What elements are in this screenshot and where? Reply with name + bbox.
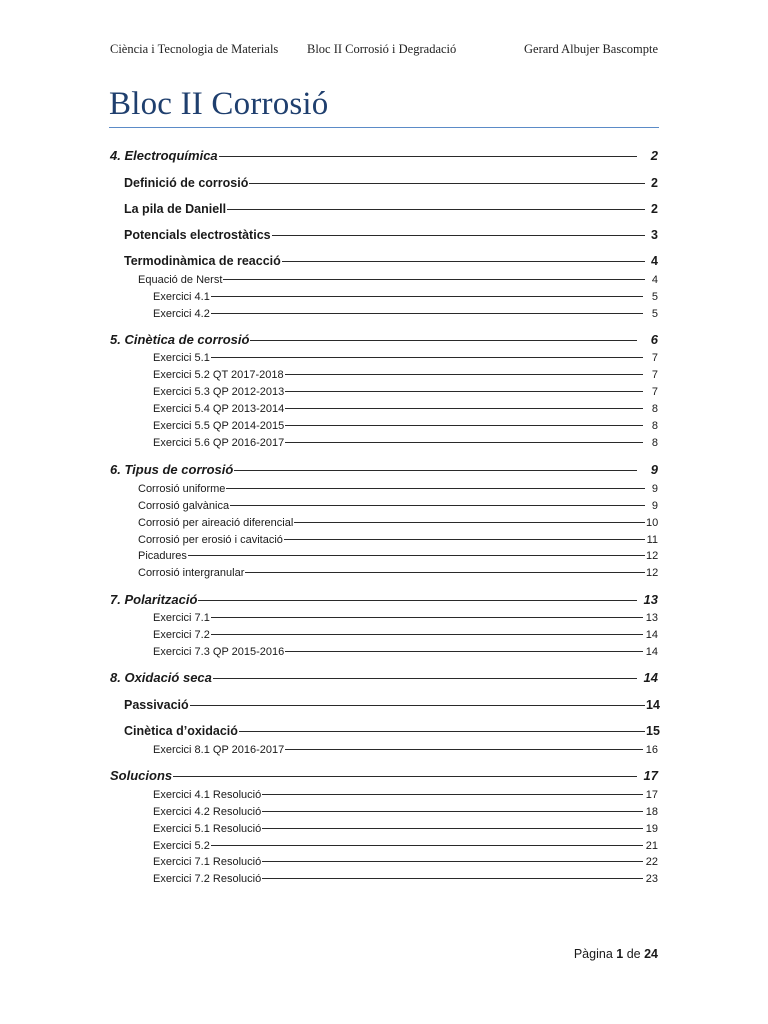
toc-entry-page-number: 22 xyxy=(645,856,658,868)
toc-entry-page-number: 2 xyxy=(650,148,658,163)
toc-entry-label: Exercici 4.1 Resolució xyxy=(153,789,262,801)
toc-entry-page-number: 17 xyxy=(645,789,658,801)
toc-leader-line xyxy=(198,600,637,601)
toc-entry[interactable] xyxy=(110,461,658,479)
toc-leader-line xyxy=(285,425,643,426)
toc-entry-label: Solucions xyxy=(110,768,173,783)
toc-entry[interactable] xyxy=(124,226,658,244)
toc-entry[interactable] xyxy=(153,349,658,367)
toc-entry[interactable] xyxy=(153,741,658,759)
header-author: Gerard Albujer Bascompte xyxy=(524,42,658,56)
toc-entry[interactable] xyxy=(138,564,658,582)
toc-entry-page-number: 18 xyxy=(645,806,658,818)
toc-entry-page-number: 2 xyxy=(651,202,658,216)
toc-entry-label: Exercici 5.6 QP 2016-2017 xyxy=(153,437,285,449)
toc-entry-label: La pila de Daniell xyxy=(124,202,227,216)
toc-entry-label: 4. Electroquímica xyxy=(110,148,218,163)
toc-entry-label: Exercici 4.2 xyxy=(153,308,210,320)
toc-entry-page-number: 21 xyxy=(645,840,658,852)
toc-entry[interactable] xyxy=(110,147,658,165)
toc-entry-label: 5. Cinètica de corrosió xyxy=(110,332,250,347)
toc-entry-page-number: 7 xyxy=(651,352,658,364)
toc-leader-line xyxy=(234,470,637,471)
toc-entry-page-number: 23 xyxy=(645,873,658,885)
toc-leader-line xyxy=(262,861,643,862)
toc-leader-line xyxy=(262,878,643,879)
toc-entry-page-number: 14 xyxy=(645,646,658,658)
toc-leader-line xyxy=(230,505,645,506)
toc-entry-page-number: 3 xyxy=(651,228,658,242)
toc-entry-page-number: 9 xyxy=(651,500,658,512)
toc-entry-label: Exercici 5.1 Resolució xyxy=(153,823,262,835)
toc-entry[interactable] xyxy=(153,400,658,418)
toc-entry-label: Exercici 4.1 xyxy=(153,291,210,303)
toc-entry-label: Definició de corrosió xyxy=(124,176,249,190)
toc-entry-label: Corrosió intergranular xyxy=(138,567,245,579)
toc-entry-label: Exercici 5.4 QP 2013-2014 xyxy=(153,403,285,415)
toc-entry-label: Exercici 7.1 xyxy=(153,612,210,624)
toc-entry[interactable] xyxy=(110,591,658,609)
toc-leader-line xyxy=(285,391,643,392)
toc-leader-line xyxy=(285,651,643,652)
toc-entry[interactable] xyxy=(153,786,658,804)
toc-entry[interactable] xyxy=(153,626,658,644)
toc-entry-label: Cinètica d’oxidació xyxy=(124,724,238,738)
toc-entry-page-number: 10 xyxy=(646,517,659,529)
toc-entry-page-number: 4 xyxy=(651,254,658,268)
footer-page-number: 1 xyxy=(616,947,624,961)
toc-entry-label: Corrosió uniforme xyxy=(138,483,226,495)
toc-entry[interactable] xyxy=(138,271,658,289)
toc-leader-line xyxy=(211,617,643,618)
toc-leader-line xyxy=(282,261,645,262)
toc-entry-label: Exercici 5.1 xyxy=(153,352,210,364)
toc-leader-line xyxy=(262,811,643,812)
page-footer xyxy=(574,947,658,961)
toc-entry-page-number: 9 xyxy=(651,483,658,495)
toc-entry-page-number: 14 xyxy=(645,629,658,641)
toc-entry-label: Exercici 7.2 Resolució xyxy=(153,873,262,885)
header-section: Bloc II Corrosió i Degradació xyxy=(307,42,457,56)
toc-entry-label: Exercici 7.1 Resolució xyxy=(153,856,262,868)
toc-entry-page-number: 11 xyxy=(646,534,658,546)
toc-entry-page-number: 12 xyxy=(646,567,659,579)
toc-entry-label: Termodinàmica de reacció xyxy=(124,254,281,268)
toc-entry[interactable] xyxy=(124,252,658,270)
toc-entry-label: Exercici 8.1 QP 2016-2017 xyxy=(153,744,285,756)
toc-entry[interactable] xyxy=(153,417,658,435)
toc-leader-line xyxy=(285,374,643,375)
toc-leader-line xyxy=(211,296,643,297)
toc-entry-label: Exercici 4.2 Resolució xyxy=(153,806,262,818)
toc-leader-line xyxy=(227,209,645,210)
toc-entry-label: Corrosió per aireació diferencial xyxy=(138,517,294,529)
toc-entry-page-number: 8 xyxy=(651,420,658,432)
toc-entry-page-number: 15 xyxy=(646,724,660,738)
toc-leader-line xyxy=(245,572,645,573)
toc-entry[interactable] xyxy=(153,870,658,888)
toc-leader-line xyxy=(211,634,643,635)
toc-entry[interactable] xyxy=(124,722,658,740)
toc-entry[interactable] xyxy=(153,434,658,452)
toc-entry-label: Potencials electrostàtics xyxy=(124,228,271,242)
toc-entry-page-number: 14 xyxy=(643,670,658,685)
toc-entry-label: Picadures xyxy=(138,550,187,562)
toc-entry-label: Exercici 7.3 QP 2015-2016 xyxy=(153,646,285,658)
toc-entry[interactable] xyxy=(124,696,658,714)
toc-entry[interactable] xyxy=(138,497,658,515)
toc-entry[interactable] xyxy=(153,366,658,384)
toc-entry-page-number: 4 xyxy=(651,274,658,286)
toc-entry-page-number: 16 xyxy=(645,744,658,756)
toc-entry[interactable] xyxy=(138,514,658,532)
toc-leader-line xyxy=(285,442,643,443)
toc-leader-line xyxy=(190,705,645,706)
toc-entry[interactable] xyxy=(153,288,658,306)
footer-page-word: Pàgina xyxy=(573,947,613,961)
toc-entry-page-number: 6 xyxy=(650,332,658,347)
toc-entry-label: Exercici 5.3 QP 2012-2013 xyxy=(153,386,285,398)
toc-entry[interactable] xyxy=(110,767,658,785)
toc-entry-label: Passivació xyxy=(124,698,189,712)
footer-total-pages: 24 xyxy=(644,947,658,961)
toc-entry[interactable] xyxy=(153,853,658,871)
toc-entry-page-number: 7 xyxy=(651,386,658,398)
toc-leader-line xyxy=(285,408,643,409)
header-course: Ciència i Tecnologia de Materials xyxy=(110,42,279,56)
toc-leader-line xyxy=(213,678,637,679)
toc-leader-line xyxy=(211,313,643,314)
toc-entry-page-number: 19 xyxy=(645,823,658,835)
toc-leader-line xyxy=(262,828,643,829)
toc-leader-line xyxy=(250,340,637,341)
toc-entry[interactable] xyxy=(153,383,658,401)
toc-leader-line xyxy=(173,776,637,777)
toc-leader-line xyxy=(249,183,645,184)
toc-entry-label: Corrosió galvànica xyxy=(138,500,230,512)
toc-entry-page-number: 8 xyxy=(651,403,658,415)
toc-entry-label: 6. Tipus de corrosió xyxy=(110,462,234,477)
toc-entry[interactable] xyxy=(153,820,658,838)
toc-entry[interactable] xyxy=(153,803,658,821)
toc-entry-label: Exercici 5.2 xyxy=(153,840,210,852)
toc-entry[interactable] xyxy=(124,174,658,192)
toc-leader-line xyxy=(272,235,645,236)
toc-entry-page-number: 17 xyxy=(643,768,658,783)
toc-entry-page-number: 7 xyxy=(651,369,658,381)
toc-entry-label: Exercici 5.2 QT 2017-2018 xyxy=(153,369,284,381)
toc-leader-line xyxy=(239,731,645,732)
toc-leader-line xyxy=(226,488,645,489)
toc-entry-page-number: 8 xyxy=(651,437,658,449)
toc-leader-line xyxy=(219,156,637,157)
toc-leader-line xyxy=(211,357,643,358)
toc-leader-line xyxy=(211,845,643,846)
toc-entry-page-number: 5 xyxy=(651,308,658,320)
toc-entry-label: Exercici 5.5 QP 2014-2015 xyxy=(153,420,285,432)
toc-entry-page-number: 13 xyxy=(645,612,658,624)
toc-leader-line xyxy=(284,539,645,540)
toc-entry[interactable] xyxy=(153,305,658,323)
toc-leader-line xyxy=(285,749,643,750)
toc-entry-label: Exercici 7.2 xyxy=(153,629,210,641)
toc-entry[interactable] xyxy=(110,331,658,349)
toc-entry-label: Corrosió per erosió i cavitació xyxy=(138,534,283,546)
footer-of-word: de xyxy=(626,947,641,961)
toc-entry[interactable] xyxy=(124,200,658,218)
toc-entry-label: Equació de Nerst xyxy=(138,274,223,286)
toc-entry[interactable] xyxy=(110,669,658,687)
toc-entry-page-number: 2 xyxy=(651,176,658,190)
toc-leader-line xyxy=(223,279,645,280)
toc-entry[interactable] xyxy=(138,547,658,565)
toc-entry-label: 8. Oxidació seca xyxy=(110,670,212,685)
toc-leader-line xyxy=(262,794,643,795)
toc-entry[interactable] xyxy=(138,480,658,498)
toc-entry-page-number: 5 xyxy=(651,291,658,303)
toc-entry[interactable] xyxy=(153,643,658,661)
page-title: Bloc II Corrosió xyxy=(109,86,329,122)
toc-entry-page-number: 12 xyxy=(646,550,659,562)
toc-leader-line xyxy=(188,555,645,556)
toc-entry-page-number: 13 xyxy=(643,592,658,607)
toc-entry-label: 7. Polarització xyxy=(110,592,198,607)
toc-entry-page-number: 9 xyxy=(650,462,658,477)
toc-entry-page-number: 14 xyxy=(646,698,660,712)
toc-entry[interactable] xyxy=(153,609,658,627)
toc-leader-line xyxy=(294,522,645,523)
